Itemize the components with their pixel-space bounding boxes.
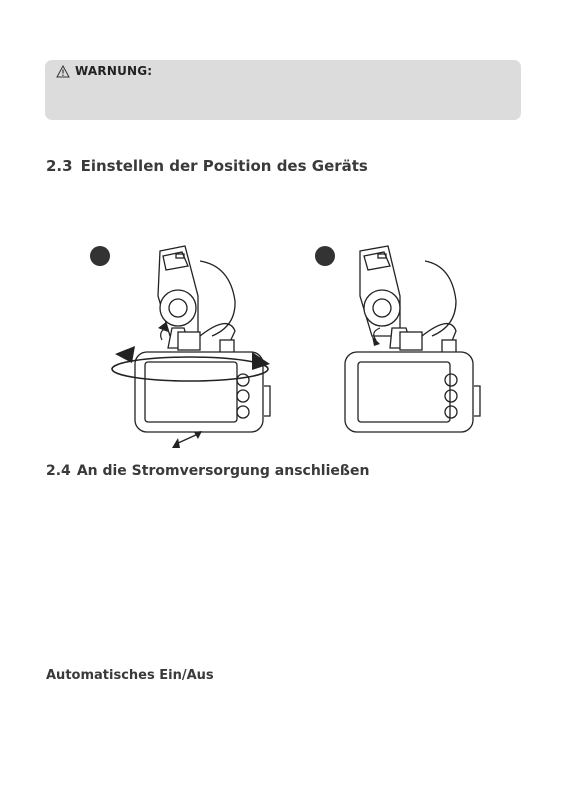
step-2-badge [315,246,335,266]
warning-header [56,64,152,78]
dashcam-figure [80,236,500,456]
section-number: 2.4 [46,463,71,479]
step-1-badge [90,246,110,266]
section-number: 2.3 [46,157,73,175]
section-2-3-heading [46,157,368,175]
warning-box [45,60,521,120]
warning-triangle-icon [56,65,70,78]
warning-title: WARNUNG: [75,64,153,78]
dashcam-illustration [345,246,480,432]
dashcam-rotation-illustration [112,246,270,444]
auto-on-off-subheading: Automatisches Ein/Aus [46,668,214,683]
section-2-4-heading [46,463,369,479]
section-title: Einstellen der Position des Geräts [80,157,368,175]
section-title: An die Stromversorgung anschließen [76,463,370,479]
